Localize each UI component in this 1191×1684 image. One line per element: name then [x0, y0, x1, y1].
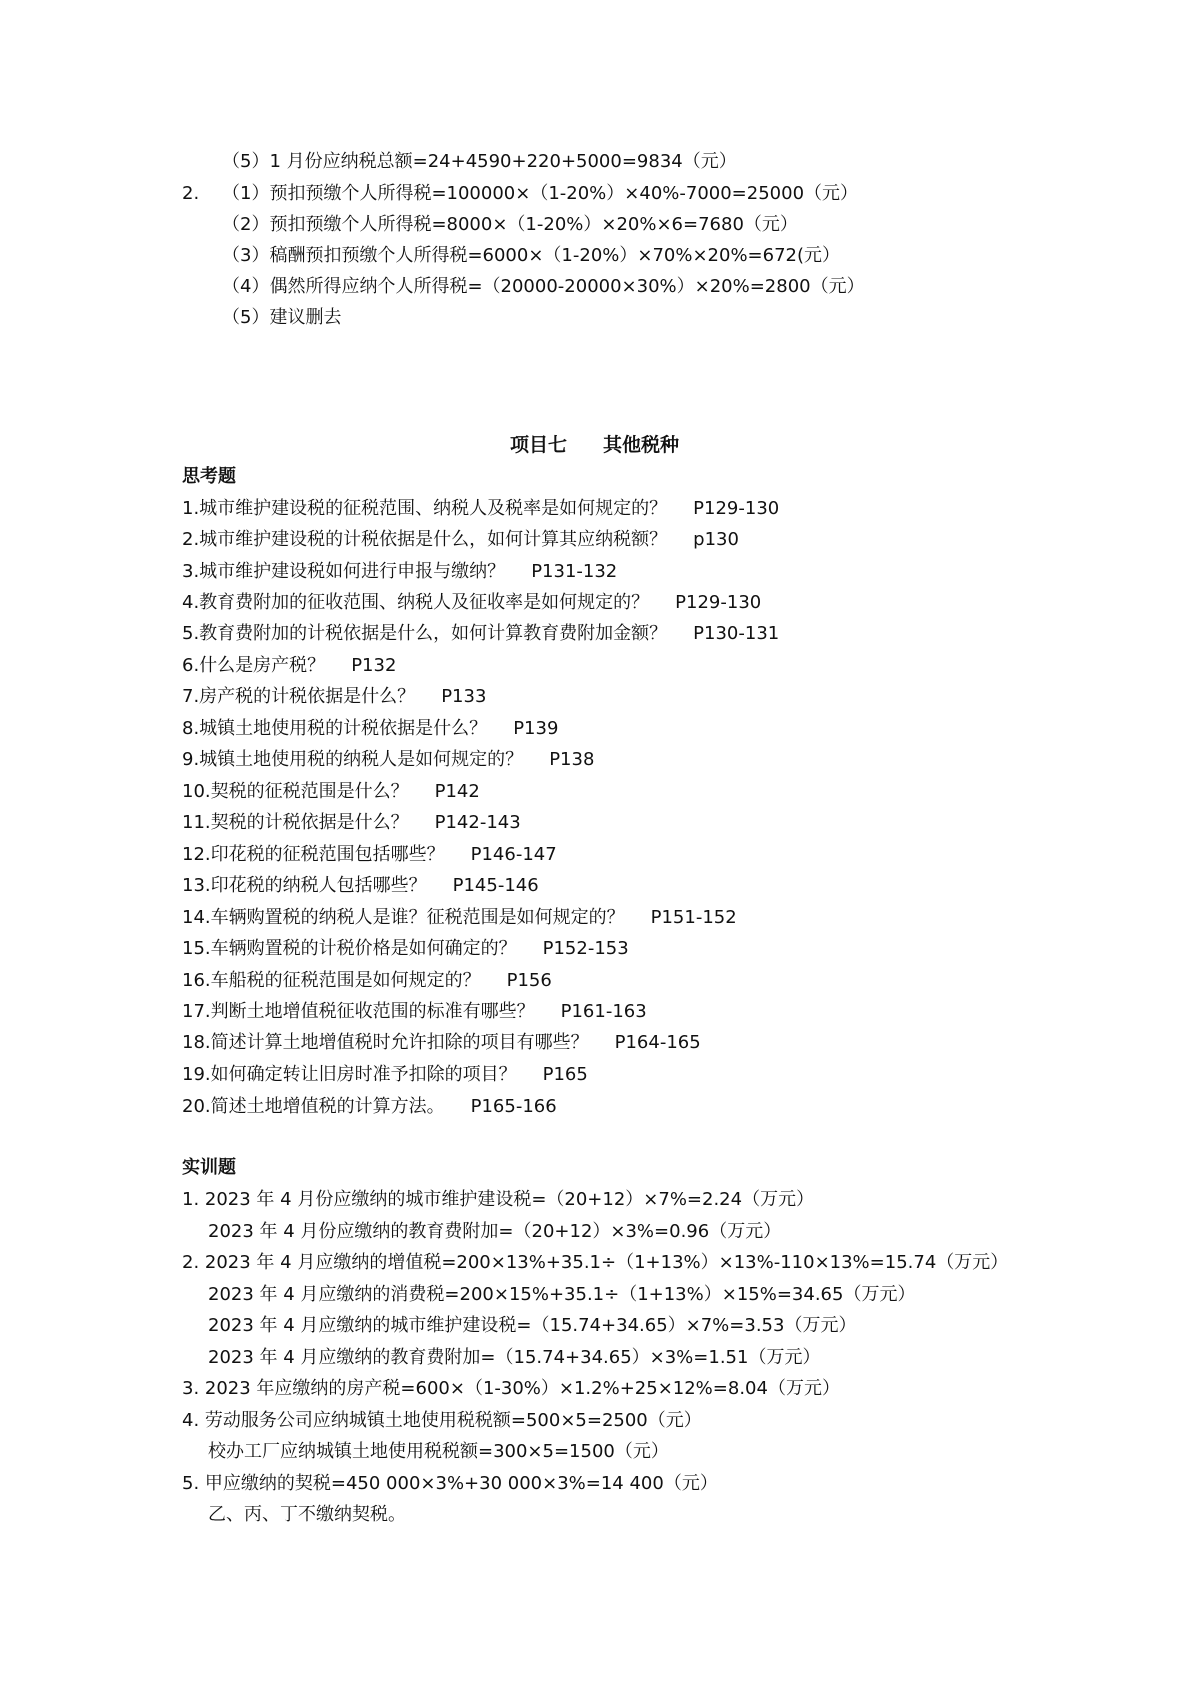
training-line: 2023 年 4 月份应缴纳的教育费附加=（20+12）×3%=0.96（万元）	[208, 1221, 782, 1242]
answer-1-item-5: （5）1 月份应纳税总额=24+4590+220+5000=9834（元）	[222, 151, 737, 172]
answer-2-item-5: （5）建议删去	[222, 307, 342, 328]
question-item: 1.城市维护建设税的征税范围、纳税人及税率是如何规定的？ P129-130	[182, 498, 780, 519]
answer-2-item-3: （3）稿酬预扣预缴个人所得税=6000×（1-20%）×70%×20%=672(元）	[222, 245, 841, 266]
question-item: 19.如何确定转让旧房时准予扣除的项目？ P165	[182, 1064, 588, 1085]
question-item: 2.城市维护建设税的计税依据是什么，如何计算其应纳税额？ p130	[182, 529, 739, 550]
answer-2-item-1: （1）预扣预缴个人所得税=100000×（1-20%）×40%-7000=25000（元）	[222, 183, 859, 204]
training-line: 2. 2023 年 4 月应缴纳的增值税=200×13%+35.1÷（1+13%）×13%-110×13%=15.74（万元）	[182, 1252, 1009, 1273]
question-item: 5.教育费附加的计税依据是什么，如何计算教育费附加金额？ P130-131	[182, 623, 780, 644]
question-item: 10.契税的征税范围是什么？ P142	[182, 781, 480, 802]
training-line: 4. 劳动服务公司应纳城镇土地使用税税额=500×5=2500（元）	[182, 1410, 702, 1431]
question-item: 14.车辆购置税的纳税人是谁？征税范围是如何规定的？ P151-152	[182, 907, 737, 928]
question-item: 3.城市维护建设税如何进行申报与缴纳？ P131-132	[182, 561, 618, 582]
training-line: 2023 年 4 月应缴纳的消费税=200×15%+35.1÷（1+13%）×15%=34.65（万元）	[208, 1284, 916, 1305]
question-item: 11.契税的计税依据是什么？ P142-143	[182, 812, 521, 833]
question-item: 20.简述土地增值税的计算方法。 P165-166	[182, 1096, 557, 1117]
question-item: 12.印花税的征税范围包括哪些？ P146-147	[182, 844, 557, 865]
thinking-heading: 思考题	[182, 466, 236, 487]
chapter-number: 项目七	[510, 434, 568, 456]
training-line: 3. 2023 年应缴纳的房产税=600×（1-30%）×1.2%+25×12%=8.04（万元）	[182, 1378, 840, 1399]
training-line: 1. 2023 年 4 月份应缴纳的城市维护建设税=（20+12）×7%=2.24（万元）	[182, 1189, 815, 1210]
training-line: 校办工厂应纳城镇土地使用税税额=300×5=1500（元）	[208, 1441, 669, 1462]
question-item: 18.简述计算土地增值税时允许扣除的项目有哪些？ P164-165	[182, 1032, 701, 1053]
training-line: 2023 年 4 月应缴纳的城市维护建设税=（15.74+34.65）×7%=3.53（万元）	[208, 1315, 857, 1336]
question-item: 16.车船税的征税范围是如何规定的？ P156	[182, 970, 552, 991]
answer-2-item-2: （2）预扣预缴个人所得税=8000×（1-20%）×20%×6=7680（元）	[222, 214, 798, 235]
chapter-title	[510, 433, 679, 457]
question-item: 8.城镇土地使用税的计税依据是什么？ P139	[182, 718, 559, 739]
question-item: 9.城镇土地使用税的纳税人是如何规定的？ P138	[182, 749, 595, 770]
chapter-name: 其他税种	[603, 434, 680, 456]
answer-2-item-4: （4）偶然所得应纳个人所得税=（20000-20000×30%）×20%=2800（元）	[222, 276, 865, 297]
question-item: 13.印花税的纳税人包括哪些？ P145-146	[182, 875, 539, 896]
question-item: 7.房产税的计税依据是什么？ P133	[182, 686, 487, 707]
question-item: 15.车辆购置税的计税价格是如何确定的？ P152-153	[182, 938, 629, 959]
question-item: 17.判断土地增值税征收范围的标准有哪些？ P161-163	[182, 1001, 647, 1022]
answer-2-number: 2.	[182, 183, 200, 204]
training-heading: 实训题	[182, 1157, 236, 1178]
training-line: 乙、丙、丁不缴纳契税。	[208, 1504, 406, 1525]
training-line: 2023 年 4 月应缴纳的教育费附加=（15.74+34.65）×3%=1.51（万元）	[208, 1347, 821, 1368]
question-item: 6.什么是房产税？ P132	[182, 655, 397, 676]
training-line: 5. 甲应缴纳的契税=450 000×3%+30 000×3%=14 400（元）	[182, 1473, 718, 1494]
question-item: 4.教育费附加的征收范围、纳税人及征收率是如何规定的？ P129-130	[182, 592, 762, 613]
